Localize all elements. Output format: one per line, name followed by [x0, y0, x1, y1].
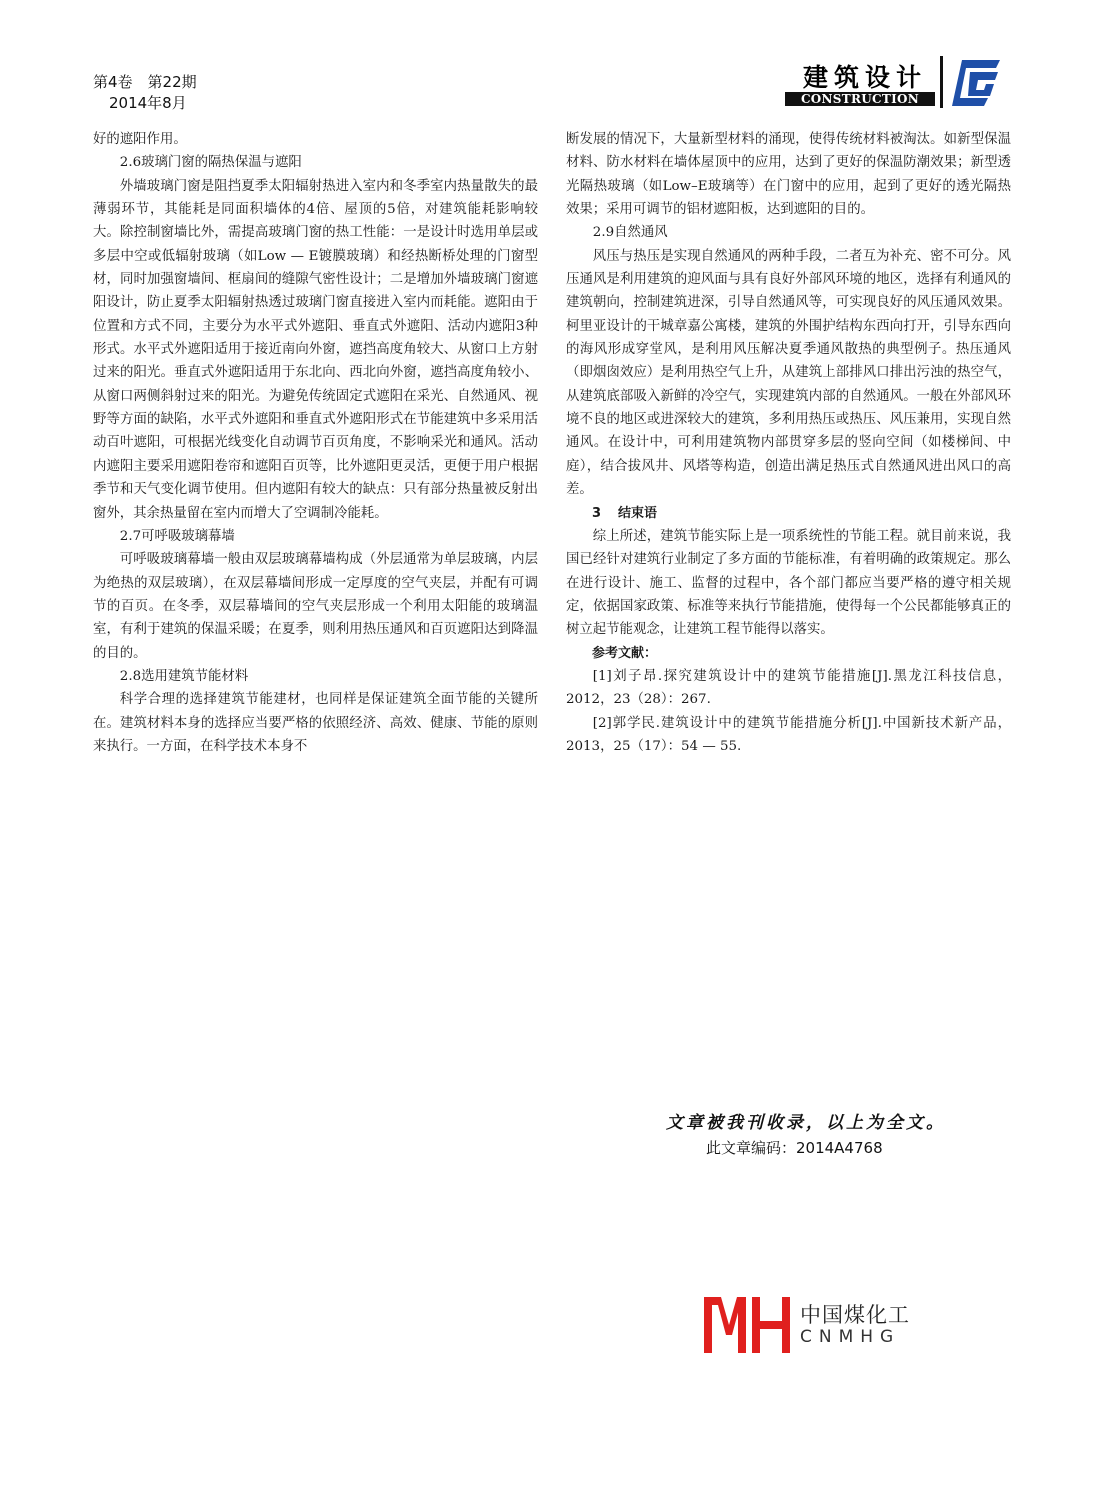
paragraph: 外墙玻璃门窗是阻挡夏季太阳辐射热进入室内和冬季室内热量散失的最薄弱环节，其能耗是同面积墙体的4倍、屋顶的5倍，对建筑能耗影响较大。除控制窗墙比外，需提高玻璃门窗的热工性能：一是设计时选用单层或多层中空或低辐射玻璃（如Low — E镀膜玻璃）和经热断桥处理的门窗型材，同时加强窗墙间、框扇间的缝隙气密性设计；二是增加外墙玻璃门窗遮阳设计，防止夏季太阳辐射热透过玻璃门窗直接进入室内而耗能。遮阳由于位置和方式不同，主要分为水平式外遮阳、垂直式外遮阳、活动内遮阳3种形式。水平式外遮阳适用于接近南向外窗，遮挡高度角较大、从窗口上方射过来的阳光。垂直式外遮阳适用于东北向、西北向外窗，遮挡高度角较小、从窗口两侧斜射过来的阳光。为避免传统固定式遮阳在采光、自然通风、视野等方面的缺陷，水平式外遮阳和垂直式外遮阳形式在节能建筑中多采用活动百叶遮阳，可根据光线变化自动调节百页角度，不影响采光和通风。活动内遮阳主要采用遮阳卷帘和遮阳百页等，比外遮阳更灵活，更便于用户根据季节和天气变化调节使用。但内遮阳有较大的缺点：只有部分热量被反射出窗外，其余热量留在室内而增大了空调制冷能耗。 — [93, 178, 538, 521]
left-column — [93, 128, 538, 758]
end-note — [666, 1108, 1006, 1158]
paragraph: 可呼吸玻璃幕墙一般由双层玻璃幕墙构成（外层通常为单层玻璃，内层为绝热的双层玻璃），在双层幕墙间形成一定厚度的空气夹层，并配有可调节的百页。在冬季，双层幕墙间的空气夹层形成一个利用太阳能的玻璃温室，有利于建筑的保温采暖；在夏季，则利用热压通风和百页遮阳达到降温的目的。 — [93, 552, 538, 661]
section-heading: 2.9自然通风 — [592, 225, 668, 241]
cg-logo-icon — [948, 58, 1002, 108]
section-heading: 2.6玻璃门窗的隔热保温与遮阳 — [119, 155, 302, 171]
journal-brand — [785, 56, 1015, 112]
logo-english-name: CNMHG — [800, 1327, 901, 1347]
paragraph: [1]刘子昂.探究建筑设计中的建筑节能措施[J].黑龙江科技信息，2012，23（28）：267. — [566, 668, 1011, 708]
paragraph: 风压与热压是实现自然通风的两种手段，二者互为补充、密不可分。风压通风是利用建筑的迎风面与具有良好外部风环境的地区，选择有利通风的建筑朝向，控制建筑进深，引导自然通风等，可实现良好的风压通风效果。柯里亚设计的干城章嘉公寓楼，建筑的外围护结构东西向打开，引导东西向的海风形成穿堂风，是利用风压解决夏季通风散热的典型例子。热压通风（即烟囱效应）是利用热空气上升，从建筑上部排风口排出污浊的热空气，从建筑底部吸入新鲜的冷空气，实现建筑内部的自然通风。一般在外部风环境不良的地区或进深较大的建筑，多利用热压或热压、风压兼用，实现自然通风。在设计中，可利用建筑物内部贯穿多层的竖向空间（如楼梯间、中庭），结合拔风井、风塔等构造，创造出满足热压式自然通风进出风口的高差。 — [566, 248, 1011, 498]
logo-chinese-name: 中国煤化工 — [800, 1303, 910, 1327]
section-heading-bold — [566, 642, 1011, 665]
paragraph: [2]郭学民.建筑设计中的建筑节能措施分析[J].中国新技术新产品，2013，25（17）：54 — 55. — [566, 715, 1011, 754]
brand-divider — [940, 56, 943, 108]
issue-date: 2014年8月 — [109, 94, 187, 112]
mh-logo-icon — [702, 1295, 792, 1355]
paragraph: 断发展的情况下，大量新型材料的涌现，使得传统材料被淘汰。如新型保温材料、防水材料在墙体屋顶中的应用，达到了更好的保温防潮效果；新型透光隔热玻璃（如Low–E玻璃等）在门窗中的应用，起到了更好的透光隔热效果；采用可调节的铝材遮阳板，达到遮阳的目的。 — [566, 132, 1011, 218]
section-heading: 2.8选用建筑节能材料 — [119, 668, 249, 684]
brand-subtitle: CONSTRUCTION — [785, 92, 935, 106]
section-number: 3 — [592, 505, 602, 521]
right-column — [566, 128, 1011, 758]
brand-title: 建筑设计 — [803, 63, 928, 92]
section-title: 参考文献： — [592, 645, 658, 661]
paragraph: 综上所述，建筑节能实际上是一项系统性的节能工程。就目前来说，我国已经针对建筑行业制定了多方面的节能标准，有着明确的政策规定。那么在进行设计、施工、监督的过程中，各个部门都应当要严格的遵守相关规定，依据国家政策、标准等来执行节能措施，使得每一个公民都能够真正的树立起节能观念，让建筑工程节能得以落实。 — [566, 528, 1011, 638]
section-heading: 2.7可呼吸玻璃幕墙 — [119, 528, 235, 544]
section-title: 结束语 — [618, 505, 658, 521]
paragraph: 科学合理的选择建筑节能建材，也同样是保证建筑全面节能的关键所在。建筑材料本身的选择应当要严格的依照经济、高效、健康、节能的原则来执行。一方面，在科学技术本身不 — [93, 692, 538, 754]
section-heading-bold — [566, 502, 1011, 525]
volume-issue: 第4卷 第22期 — [93, 73, 197, 91]
journal-issue-info — [93, 72, 197, 114]
collected-note: 文章被我刊收录，以上为全文。 — [666, 1113, 946, 1133]
paragraph: 好的遮阳作用。 — [93, 132, 187, 147]
article-code: 此文章编码：2014A4768 — [706, 1139, 883, 1157]
cnmhg-logo — [702, 1295, 922, 1355]
